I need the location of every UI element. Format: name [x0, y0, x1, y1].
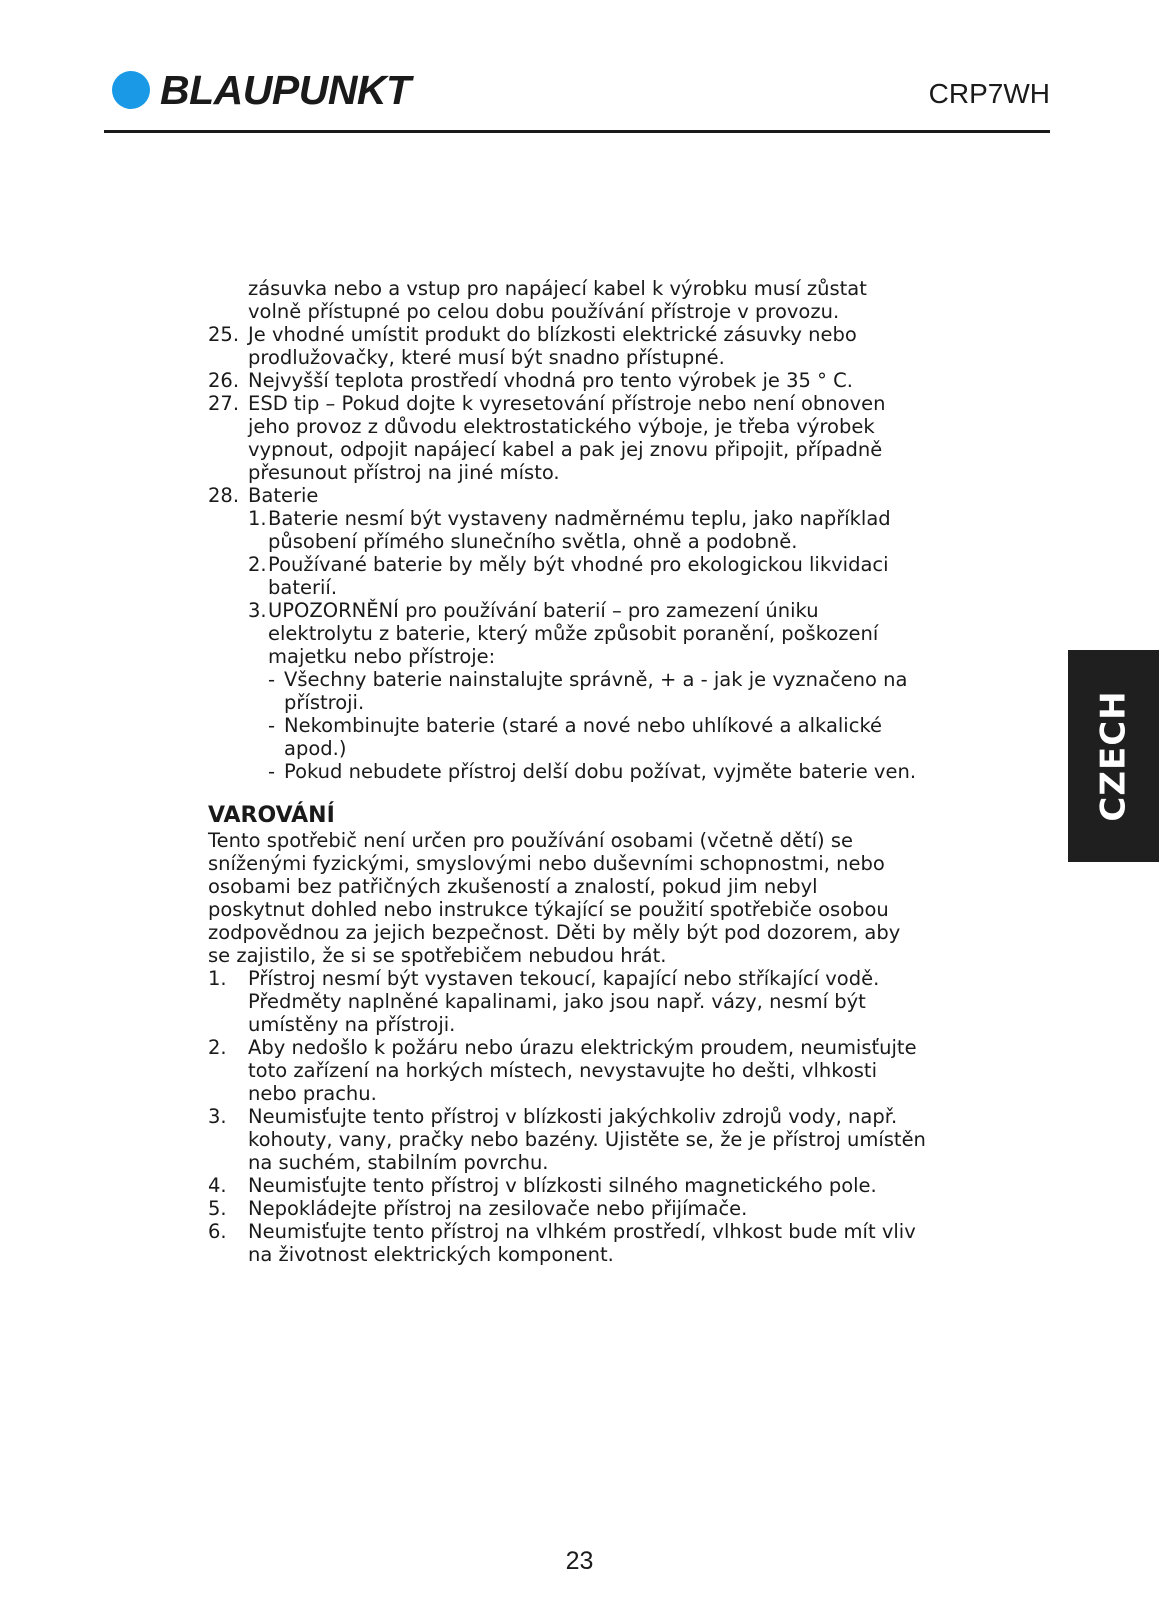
text-line: na suchém, stabilním povrchu.: [248, 1151, 549, 1174]
sublist-item: [208, 599, 968, 668]
text-line: toto zařízení na horkých místech, nevystavujte ho dešti, vlhkosti: [248, 1059, 877, 1082]
text-line: poskytnut dohled nebo instrukce týkající se použití spotřebiče osobou: [208, 898, 889, 921]
text-line: [208, 668, 968, 691]
list-item: [208, 392, 968, 484]
header-rule: [104, 130, 1050, 133]
model-number: CRP7WH: [928, 78, 1050, 109]
list-item: [208, 484, 968, 507]
text-line: se zajistilo, že si se spotřebičem nebudou hrát.: [208, 944, 667, 967]
list-item: [208, 323, 968, 369]
text-line: působení přímého slunečního světla, ohně a podobně.: [268, 530, 798, 553]
dash-mark: -: [268, 760, 276, 783]
text-line: [208, 1174, 968, 1197]
warning-item: [208, 1174, 968, 1197]
text-line: elektrolytu z baterie, který může způsobit poranění, poškození: [268, 622, 879, 645]
text-line: [208, 553, 968, 576]
item-text: Neumisťujte tento přístroj na vlhkém prostředí, vlhkost bude mít vliv: [248, 1220, 916, 1243]
text-line: zodpovědnou za jejich bezpečnost. Děti by měly být pod dozorem, aby: [208, 921, 901, 944]
subitem-number: 2.: [248, 553, 267, 576]
item-number: 3.: [208, 1105, 227, 1128]
item-number: 4.: [208, 1174, 227, 1197]
dash-item: [208, 714, 968, 760]
item-text: ESD tip – Pokud dojte k vyresetování přístroje nebo není obnoven: [248, 392, 886, 415]
warning-heading: VAROVÁNÍ: [208, 803, 335, 828]
text-line: [208, 507, 968, 530]
item-text: Pokud nebudete přístroj delší dobu požívat, vyjměte baterie ven.: [284, 760, 917, 783]
text-line: jeho provoz z důvodu elektrostatického výboje, je třeba výrobek: [248, 415, 875, 438]
subitem-number: 3.: [248, 599, 267, 622]
text-line: majetku nebo přístroje:: [268, 645, 496, 668]
text-line: zásuvka nebo a vstup pro napájecí kabel k výrobku musí zůstat: [248, 277, 867, 300]
brand-name: BLAUPUNKT: [160, 67, 411, 113]
sublist-item: [208, 507, 968, 553]
item-text: Neumisťujte tento přístroj v blízkosti silného magnetického pole.: [248, 1174, 877, 1197]
item-text: Přístroj nesmí být vystaven tekoucí, kapající nebo stříkající vodě.: [248, 967, 880, 990]
text-line: umístěny na přístroji.: [248, 1013, 456, 1036]
text-line: [208, 1220, 968, 1243]
text-line: Předměty naplněné kapalinami, jako jsou např. vázy, nesmí být: [248, 990, 866, 1013]
language-tab: [1068, 650, 1159, 862]
item-number: 26.: [208, 369, 240, 392]
item-text: Všechny baterie nainstalujte správně, + a - jak je vyznačeno na: [284, 668, 908, 691]
text-line: [208, 1105, 968, 1128]
dash-mark: -: [268, 668, 276, 691]
item-text: Baterie: [248, 484, 319, 507]
item-number: 28.: [208, 484, 240, 507]
text-line: sníženými fyzickými, smyslovými nebo duševními schopnostmi, nebo: [208, 852, 885, 875]
page-number: 23: [565, 1547, 594, 1575]
brand-logo: [112, 67, 411, 113]
text-line: osobami bez patřičných zkušeností a znalostí, pokud jim nebyl: [208, 875, 818, 898]
text-line: [208, 484, 968, 507]
instruction-list-continued: [208, 277, 968, 323]
subitem-number: 1.: [248, 507, 267, 530]
dash-sublist: [208, 668, 968, 783]
text-line: nebo prachu.: [248, 1082, 377, 1105]
item-text: Používané baterie by měly být vhodné pro ekologickou likvidaci: [268, 553, 889, 576]
sublist-item: [208, 553, 968, 599]
text-line: [208, 1036, 968, 1059]
item-text: Aby nedošlo k požáru nebo úrazu elektrickým proudem, neumisťujte: [248, 1036, 917, 1059]
warning-list: [208, 967, 968, 1266]
text-line: [208, 760, 968, 783]
language-tab-label: CZECH: [1093, 690, 1134, 822]
list-item: [208, 369, 968, 392]
text-line: [208, 967, 968, 990]
item-number: 5.: [208, 1197, 227, 1220]
dash-item: [208, 668, 968, 714]
text-line: [208, 714, 968, 737]
text-line: [208, 392, 968, 415]
text-line: přesunout přístroj na jiné místo.: [248, 461, 560, 484]
text-line: kohouty, vany, pračky nebo bazény. Ujistěte se, že je přístroj umístěn: [248, 1128, 926, 1151]
item-text: UPOZORNĚNÍ pro používání baterií – pro zamezení úniku: [268, 599, 819, 622]
item-text: Nekombinujte baterie (staré a nové nebo uhlíkové a alkalické: [284, 714, 883, 737]
item-number: 25.: [208, 323, 240, 346]
battery-sublist: [208, 507, 968, 668]
warning-item: [208, 1197, 968, 1220]
text-line: baterií.: [268, 576, 338, 599]
logo-dot: [112, 71, 150, 109]
text-line: apod.): [284, 737, 347, 760]
item-text: Je vhodné umístit produkt do blízkosti elektrické zásuvky nebo: [248, 323, 857, 346]
text-line: přístroji.: [284, 691, 365, 714]
item-number: 27.: [208, 392, 240, 415]
text-line: volně přístupné po celou dobu používání přístroje v provozu.: [248, 300, 840, 323]
dash-item: [208, 760, 968, 783]
item-number: 1.: [208, 967, 227, 990]
text-line: prodlužovačky, které musí být snadno přístupné.: [248, 346, 725, 369]
text-line: na životnost elektrických komponent.: [248, 1243, 614, 1266]
text-line: [208, 1197, 968, 1220]
content: [208, 277, 968, 1266]
warning-item: [208, 1105, 968, 1174]
text-line: vypnout, odpojit napájecí kabel a pak jej znovu připojit, případně: [248, 438, 883, 461]
warning-item: [208, 967, 968, 1036]
item-text: Nejvyšší teplota prostředí vhodná pro tento výrobek je 35 ° C.: [248, 369, 853, 392]
text-line: [208, 323, 968, 346]
warning-item: [208, 1220, 968, 1266]
warning-item: [208, 1036, 968, 1105]
item-text: Nepokládejte přístroj na zesilovače nebo přijímače.: [248, 1197, 748, 1220]
dash-mark: -: [268, 714, 276, 737]
text-line: [208, 599, 968, 622]
text-line: [208, 369, 968, 392]
item-number: 2.: [208, 1036, 227, 1059]
warning-intro: [208, 829, 968, 967]
item-text: Neumisťujte tento přístroj v blízkosti jakýchkoliv zdrojů vody, např.: [248, 1105, 898, 1128]
item-text: Baterie nesmí být vystaveny nadměrnému teplu, jako například: [268, 507, 891, 530]
item-number: 6.: [208, 1220, 227, 1243]
text-line: Tento spotřebič není určen pro používání osobami (včetně dětí) se: [208, 829, 854, 852]
